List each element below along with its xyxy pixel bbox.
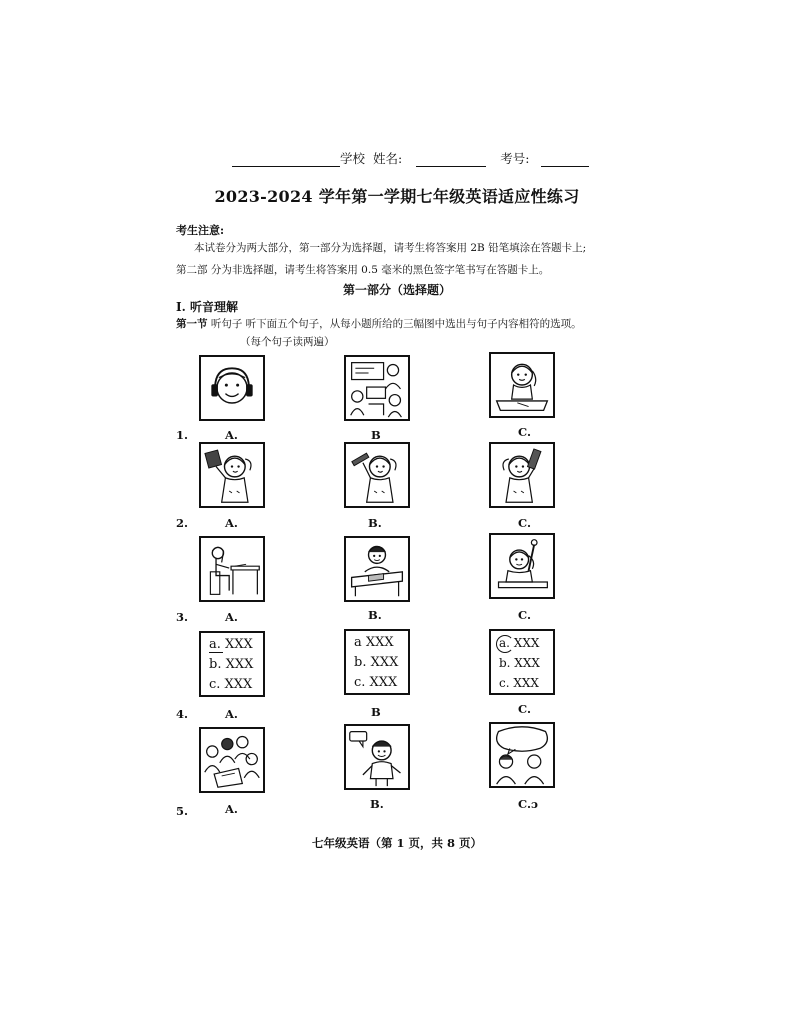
boy-writing-icon — [344, 536, 410, 602]
student-info-line — [232, 149, 589, 167]
option-label: C. — [518, 702, 531, 716]
text-line-b: b. XXX — [354, 655, 399, 670]
girl-headphones-icon — [199, 355, 265, 421]
text-line-b: b. XXX — [209, 657, 254, 672]
text-line-a: a. XXX — [209, 637, 253, 652]
text-choice-box — [199, 631, 265, 697]
girl-desk-icon — [489, 352, 555, 418]
text-line-a: a. XXX — [499, 633, 553, 653]
part-one-heading: 第一部分（选择题） — [342, 283, 451, 297]
option-label: C. — [518, 516, 531, 530]
name-blank — [416, 154, 486, 167]
school-blank — [232, 154, 340, 167]
circle-mark — [496, 635, 514, 653]
section1-text: 听句子 听下面五个句子，从每小题所给的三幅图中选出与句子内容相符的选项。 — [210, 318, 582, 330]
option-label: A. — [225, 610, 238, 624]
girl-book-icon — [199, 442, 265, 508]
page-footer: 七年级英语（第 1 页，共 8 页） — [311, 836, 483, 850]
notice-line-2: 第二部 分为非选择题，请考生将答案用 0.5 毫米的黑色签字笔书写在答题卡上。 — [176, 264, 550, 276]
option-label: B — [371, 705, 381, 719]
option-label: B. — [368, 608, 382, 622]
notice-line-1: 本试卷分为两大部分，第一部分为选择题，请考生将答案用 2B 铅笔填涂在答题卡上; — [194, 242, 587, 254]
section1-instruction — [176, 316, 582, 331]
text-line-c: c. XXX — [499, 676, 539, 690]
section1-label: 第一节 — [176, 318, 208, 330]
exam-title: 2023-2024 学年第一学期七年级英语适应性练习 — [214, 187, 580, 206]
question-number: 4. — [176, 707, 189, 721]
girl-raising-hand-icon — [489, 533, 555, 599]
notice-heading: 考生注意: — [176, 224, 225, 237]
option-label: A. — [225, 707, 238, 721]
question-number: 3. — [176, 610, 189, 624]
section-heading: I. 听音理解 — [176, 300, 238, 314]
girl-sitting-icon — [199, 536, 265, 602]
question-number: 1. — [176, 428, 189, 442]
option-label: A. — [225, 516, 238, 530]
section1-note: （每个句子读两遍） — [240, 336, 335, 348]
option-label: C. — [518, 425, 531, 439]
name-label: 姓名: — [373, 151, 403, 166]
school-label: 学校 — [340, 151, 366, 166]
classroom-icon — [344, 355, 410, 421]
boy-speech-bubble-icon — [344, 724, 410, 790]
group-talking-icon — [199, 727, 265, 793]
text-line-c: c. XXX — [354, 675, 398, 690]
question-number: 2. — [176, 516, 189, 530]
option-label: C. — [518, 608, 531, 622]
question-number: 5. — [176, 804, 189, 818]
underline-mark — [209, 652, 223, 653]
girl-pencilcase-icon — [489, 442, 555, 508]
option-label: A. — [225, 802, 238, 816]
kids-speech-bubble-icon — [489, 722, 555, 788]
text-line-a: a XXX — [354, 635, 394, 650]
option-label: B — [371, 428, 381, 442]
text-line-b: b. XXX — [499, 656, 540, 670]
text-choice-box — [344, 629, 410, 695]
text-line-c: c. XXX — [209, 677, 253, 692]
option-label: A. — [225, 428, 238, 442]
exam-no-label: 考号: — [500, 151, 530, 166]
option-label: B. — [368, 516, 382, 530]
option-label: C.ɔ — [518, 797, 538, 811]
option-label: B. — [370, 797, 384, 811]
text-choice-box — [489, 629, 555, 695]
girl-ruler-icon — [344, 442, 410, 508]
exam-no-blank — [541, 154, 589, 167]
